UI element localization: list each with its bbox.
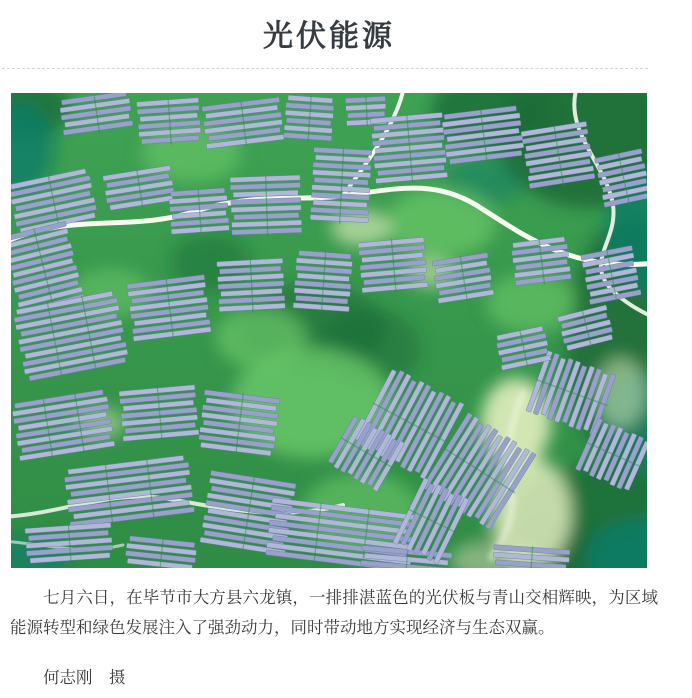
photographer-credit: 何志刚 摄: [43, 669, 126, 687]
dashed-divider: [2, 68, 648, 69]
photo-caption: 七月六日，在毕节市大方县六龙镇，一排排湛蓝色的光伏板与青山交相辉映，为区域能源转型和绿色发展注入了强劲动力，同时带动地方实现经济与生态双赢。: [10, 589, 658, 637]
aerial-photo-svg: [11, 93, 647, 568]
page-title: 光伏能源: [263, 20, 395, 53]
aerial-photo: [11, 93, 647, 568]
